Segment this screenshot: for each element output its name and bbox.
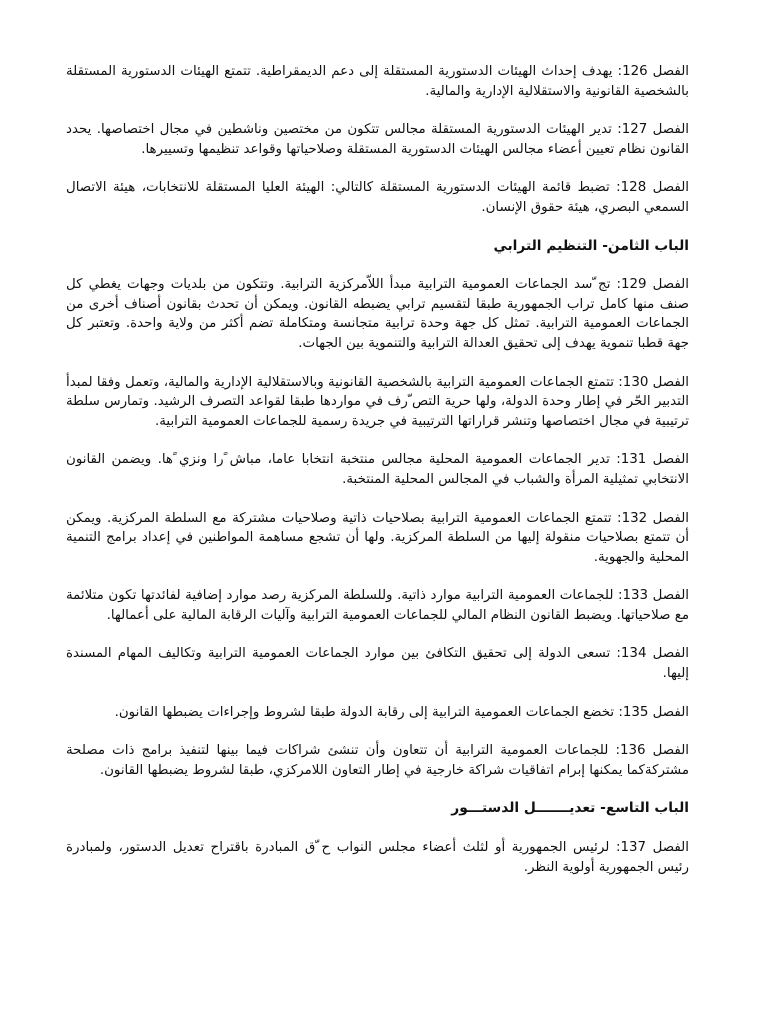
article-127: الفصل 127: تدير الهيئات الدستورية المستقلة مجالس تتكون من مختصين وناشطين في مجال اختصاصها. يحدد القانون نظام تعيين أعضاء مجالس الهيئات الدستورية المستقلة وصلاحياتها وقواعد تنظيمها وتسييرها.	[66, 122, 689, 157]
article-129: الفصل 129: تج ّسد الجماعات العمومية الترابية مبدأ اللاّمركزية الترابية. وتتكون من بلديات وجهات يغطي كل صنف منها كامل تراب الجمهورية طبقا لتقسيم ترابي يضبطه القانون. ويمكن أن تحدث بقانون أصناف أخرى من الجماعات العمومية الترابية. تمثل كل جهة وحدة ترابية متجانسة ومتكاملة تضم أكثر من ولاية واحدة. وتعتبر كل جهة قطبا تنموية يهدف إلى تحقيق العدالة الترابية والتنموية بين الجهات.	[66, 277, 689, 351]
article-135: الفصل 135: تخضع الجماعات العمومية الترابية إلى رقابة الدولة طبقا لشروط وإجراءات يضبطها القانون.	[114, 704, 689, 720]
article-136: الفصل 136: للجماعات العمومية الترابية أن تتعاون وأن تنشئ شراكات فيما بينها لتنفيذ برامج ذات مصلحة مشتركةكما يمكنها إبرام اتفاقيات شراكة خارجية في إطار التعاون اللامركزي، طبقا لشروط يضبطها القانون.	[66, 743, 689, 778]
article-133: الفصل 133: للجماعات العمومية الترابية موارد ذاتية. وللسلطة المركزية رصد موارد إضافية لفائدتها تكون متلائمة مع صلاحياتها. ويضبط القانون النظام المالي للجماعات العمومية الترابية وآليات الرقابة المالية على أعمالها.	[66, 588, 689, 623]
article-132: الفصل 132: تتمتع الجماعات العمومية الترابية بصلاحيات ذاتية وصلاحيات مشتركة مع السلطة المركزية. ويمكن أن تتمتع بصلاحيات منقولة إليها من السلطة المركزية. ولها أن تشجع مساهمة المواطنين في إعداد برامج التنمية المحلية والجهوية.	[66, 510, 689, 565]
article-131: الفصل 131: تدير الجماعات العمومية المحلية مجالس منتخبة انتخابا عاما، مباش ًرا ونزي ًها. ويضمن القانون الانتخابي تمثيلية المرأة والشباب في المجالس المحلية المنتخبة.	[66, 452, 689, 487]
chapter-9-heading: الباب التاسع- تعديـــــــل الدستـــور	[451, 800, 689, 817]
article-137: الفصل 137: لرئيس الجمهورية أو لثلث أعضاء مجلس النواب ح ّق المبادرة باقتراح تعديل الدستور، ولمبادرة رئيس الجمهورية أولوية النظر.	[66, 840, 689, 875]
chapter-8-heading: الباب الثامن- التنظيم الترابي	[493, 237, 689, 254]
article-128: الفصل 128: تضبط قائمة الهيئات الدستورية المستقلة كالتالي: الهيئة العليا المستقلة للانتخابات، هيئة الاتصال السمعي البصري، هيئة حقوق الإنسان.	[66, 180, 689, 215]
article-130: الفصل 130: تتمتع الجماعات العمومية الترابية بالشخصية القانونية وبالاستقلالية الإدارية والمالية، وتعمل وفقا لمبدأ التدبير الحّر في إطار وحدة الدولة، ولها حرية التص ّرف في مواردها طبقا لقواعد التصرف الرشيد. وتمارس سلطة ترتيبية في مجال اختصاصها وتنشر قراراتها الترتيبية في جريدة رسمية للجماعات العمومية الترابية.	[66, 374, 689, 429]
document-page	[66, 62, 689, 896]
article-134: الفصل 134: تسعى الدولة إلى تحقيق التكافئ بين موارد الجماعات العمومية الترابية وتكاليف المهام المسندة إليها.	[66, 646, 690, 682]
article-126: الفصل 126: يهدف إحداث الهيئات الدستورية المستقلة إلى دعم الديمقراطية. تتمتع الهيئات الدستورية المستقلة بالشخصية القانونية والاستقلالية الإدارية والمالية.	[66, 64, 689, 99]
